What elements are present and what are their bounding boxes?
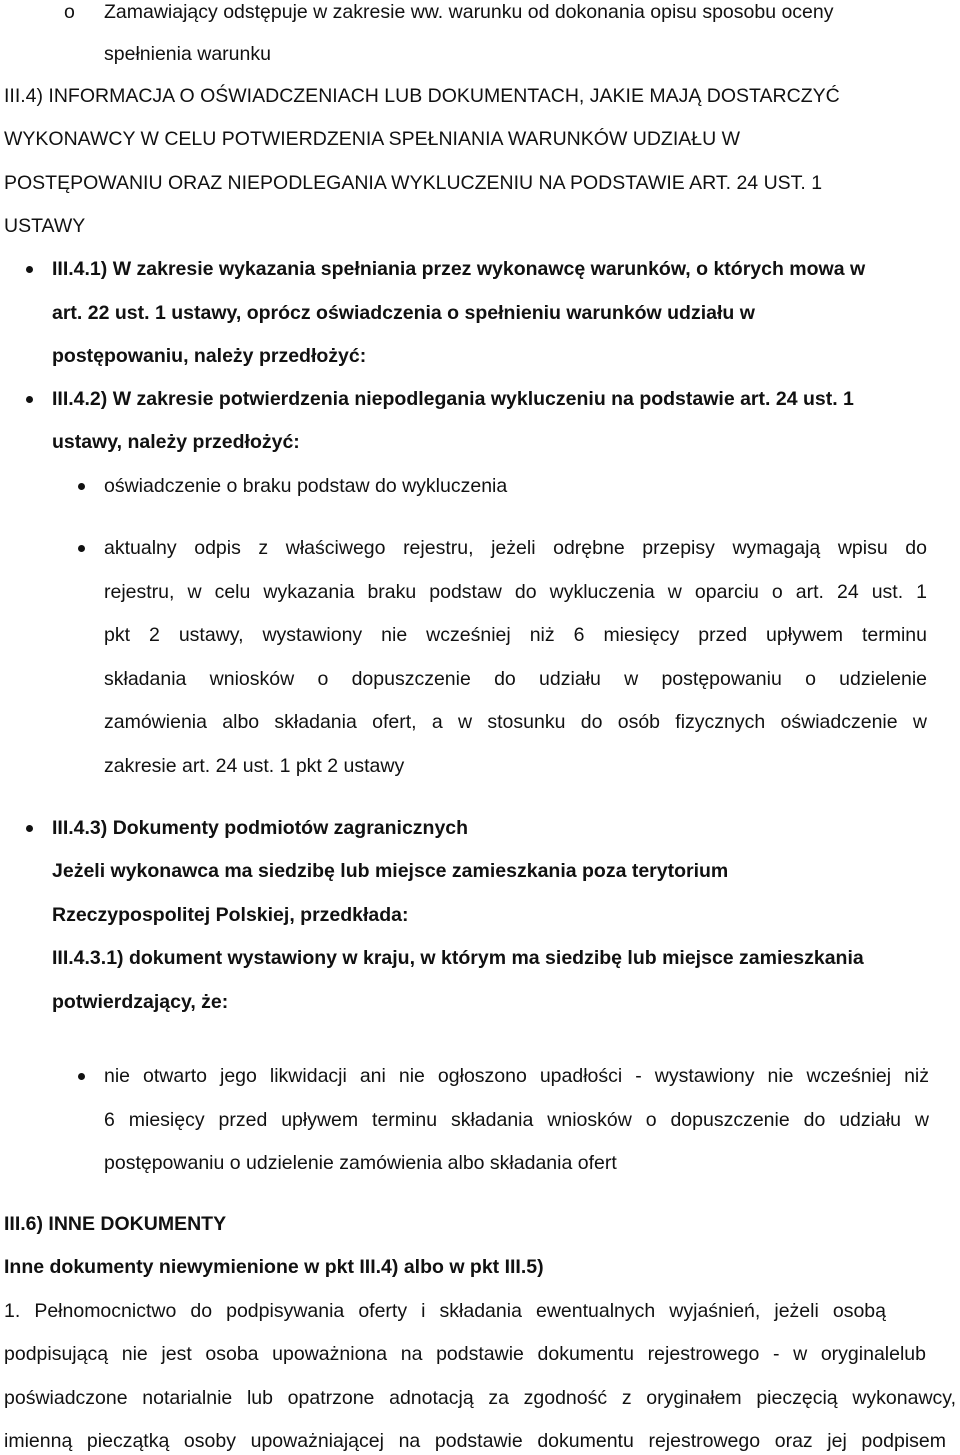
list-item: III.4.2) W zakresie potwierdzenia niepodlegania wykluczeniu na podstawie art. 24 ust. 1 <box>52 388 854 410</box>
bullet-icon <box>78 545 85 552</box>
sub-list-item: oświadczenie o braku podstaw do wykluczenia <box>104 475 508 497</box>
sub-list-item: zakresie art. 24 ust. 1 pkt 2 ustawy <box>104 755 405 777</box>
paragraph-line: Jeżeli wykonawca ma siedzibę lub miejsce zamieszkania poza terytorium <box>52 860 729 882</box>
text-line: spełnienia warunku <box>104 43 271 65</box>
text-line: Zamawiający odstępuje w zakresie ww. warunku od dokonania opisu sposobu oceny <box>104 1 834 23</box>
sub-list-item: pkt 2 ustawy, wystawiony nie wcześniej niż 6 miesięcy przed upływem terminu <box>104 624 927 646</box>
bullet-icon <box>78 1073 85 1080</box>
sub-list-item: postępowaniu o udzielenie zamówienia albo składania ofert <box>104 1152 617 1174</box>
list-item: art. 22 ust. 1 ustawy, oprócz oświadczenia o spełnieniu warunków udziału w <box>52 302 755 324</box>
section-heading: USTAWY <box>4 215 86 237</box>
sub-list-item: nie otwarto jego likwidacji ani nie ogłoszono upadłości - wystawiony nie wcześniej niż <box>104 1065 929 1087</box>
sub-list-item: składania wniosków o dopuszczenie do udziału w postępowaniu o udzielenie <box>104 668 927 690</box>
bullet-icon <box>26 266 33 273</box>
list-item: postępowaniu, należy przedłożyć: <box>52 345 367 367</box>
section-heading: POSTĘPOWANIU ORAZ NIEPODLEGANIA WYKLUCZENIU NA PODSTAWIE ART. 24 UST. 1 <box>4 172 823 194</box>
sub-list-item: aktualny odpis z właściwego rejestru, jeżeli odrębne przepisy wymagają wpisu do <box>104 537 927 559</box>
section-heading: III.6) INNE DOKUMENTY <box>4 1213 227 1235</box>
sub-list-item: rejestru, w celu wykazania braku podstaw do wykluczenia w oparciu o art. 24 ust. 1 <box>104 581 927 603</box>
list-item: ustawy, należy przedłożyć: <box>52 431 300 453</box>
bullet-icon <box>78 483 85 490</box>
list-marker: o <box>64 1 75 23</box>
section-heading: III.4) INFORMACJA O OŚWIADCZENIACH LUB DOKUMENTACH, JAKIE MAJĄ DOSTARCZYĆ <box>4 85 840 107</box>
paragraph-line: potwierdzający, że: <box>52 991 229 1013</box>
section-subheading: Inne dokumenty niewymienione w pkt III.4) albo w pkt III.5) <box>4 1256 544 1278</box>
paragraph-line: III.4.3.1) dokument wystawiony w kraju, w którym ma siedzibę lub miejsce zamieszkania <box>52 947 864 969</box>
list-item: III.4.3) Dokumenty podmiotów zagranicznych <box>52 817 469 839</box>
paragraph-line: poświadczone notarialnie lub opatrzone adnotacją za zgodność z oryginałem pieczęcią wykonawcy, <box>4 1387 956 1409</box>
paragraph-line: Rzeczypospolitej Polskiej, przedkłada: <box>52 904 409 926</box>
paragraph-line: 1. Pełnomocnictwo do podpisywania oferty i składania ewentualnych wyjaśnień, jeżeli osobą <box>4 1300 886 1322</box>
bullet-icon <box>26 825 33 832</box>
paragraph-line: imienną pieczątką osoby upoważniającej na podstawie dokumentu rejestrowego oraz jej podpisem <box>4 1430 946 1452</box>
sub-list-item: zamówienia albo składania ofert, a w stosunku do osób fizycznych oświadczenie w <box>104 711 927 733</box>
paragraph-line: podpisującą nie jest osoba upoważniona na podstawie dokumentu rejestrowego - w oryginalelub <box>4 1343 926 1365</box>
bullet-icon <box>26 396 33 403</box>
section-heading: WYKONAWCY W CELU POTWIERDZENIA SPEŁNIANIA WARUNKÓW UDZIAŁU W <box>4 128 741 150</box>
sub-list-item: 6 miesięcy przed upływem terminu składania wniosków o dopuszczenie do udziału w <box>104 1109 929 1131</box>
list-item: III.4.1) W zakresie wykazania spełniania przez wykonawcę warunków, o których mowa w <box>52 258 866 280</box>
